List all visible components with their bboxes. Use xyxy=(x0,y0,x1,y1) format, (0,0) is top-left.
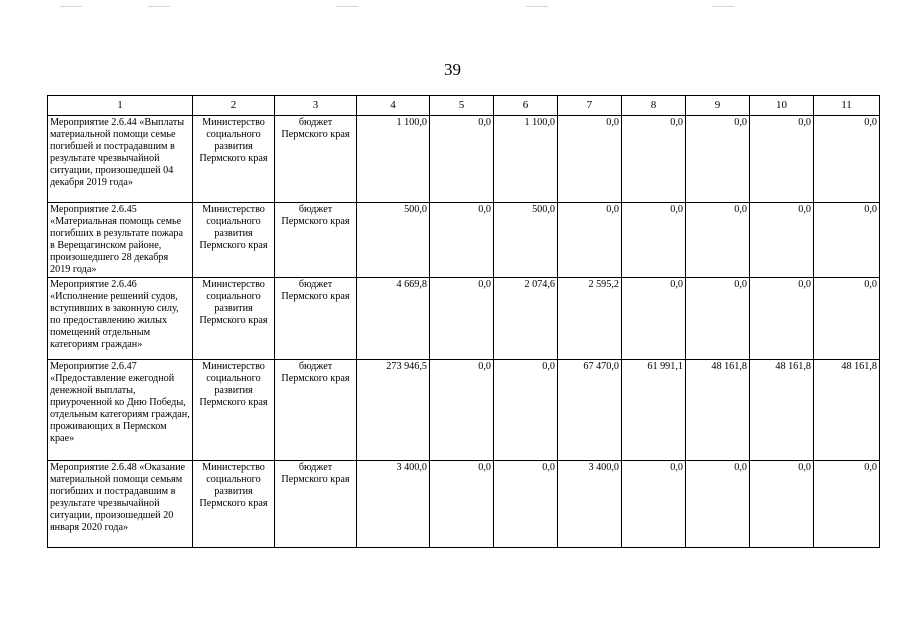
measure-cell: Мероприятие 2.6.44 «Выплаты материальной помощи семье погибшей и пострадавшим в результате чрезвычайной ситуации, произошедшей 04 декабря 2019 года» xyxy=(48,116,193,203)
table-row xyxy=(48,203,880,278)
column-header: 7 xyxy=(558,96,622,116)
executor-cell: Министерство социального развития Пермского края xyxy=(193,203,275,278)
column-header: 6 xyxy=(494,96,558,116)
value-cell: 1 100,0 xyxy=(357,116,430,203)
table-row xyxy=(48,278,880,360)
budget-table xyxy=(47,95,880,548)
column-header: 2 xyxy=(193,96,275,116)
scan-artifact-line xyxy=(336,6,358,7)
column-header: 11 xyxy=(814,96,880,116)
value-cell: 48 161,8 xyxy=(686,360,750,461)
source-cell: бюджет Пермского края xyxy=(275,278,357,360)
value-cell: 0,0 xyxy=(430,203,494,278)
column-header: 8 xyxy=(622,96,686,116)
executor-cell: Министерство социального развития Пермского края xyxy=(193,360,275,461)
value-cell: 0,0 xyxy=(430,360,494,461)
value-cell: 3 400,0 xyxy=(357,461,430,548)
value-cell: 0,0 xyxy=(750,116,814,203)
value-cell: 0,0 xyxy=(622,116,686,203)
value-cell: 48 161,8 xyxy=(814,360,880,461)
value-cell: 0,0 xyxy=(430,278,494,360)
executor-cell: Министерство социального развития Пермского края xyxy=(193,278,275,360)
value-cell: 0,0 xyxy=(814,203,880,278)
value-cell: 48 161,8 xyxy=(750,360,814,461)
column-header: 1 xyxy=(48,96,193,116)
source-cell: бюджет Пермского края xyxy=(275,360,357,461)
value-cell: 3 400,0 xyxy=(558,461,622,548)
value-cell: 0,0 xyxy=(430,461,494,548)
value-cell: 500,0 xyxy=(357,203,430,278)
executor-cell: Министерство социального развития Пермского края xyxy=(193,461,275,548)
table-row xyxy=(48,461,880,548)
measure-cell: Мероприятие 2.6.47 «Предоставление ежегодной денежной выплаты, приуроченной ко Дню Победы, отдельным категориям граждан, проживающих в Пермском крае» xyxy=(48,360,193,461)
value-cell: 0,0 xyxy=(814,461,880,548)
source-cell: бюджет Пермского края xyxy=(275,203,357,278)
value-cell: 0,0 xyxy=(814,116,880,203)
value-cell: 0,0 xyxy=(686,278,750,360)
executor-cell: Министерство социального развития Пермского края xyxy=(193,116,275,203)
value-cell: 0,0 xyxy=(558,203,622,278)
header-row xyxy=(48,96,880,116)
value-cell: 67 470,0 xyxy=(558,360,622,461)
value-cell: 1 100,0 xyxy=(494,116,558,203)
value-cell: 0,0 xyxy=(686,461,750,548)
source-cell: бюджет Пермского края xyxy=(275,461,357,548)
value-cell: 2 074,6 xyxy=(494,278,558,360)
source-cell: бюджет Пермского края xyxy=(275,116,357,203)
value-cell: 0,0 xyxy=(622,278,686,360)
value-cell: 0,0 xyxy=(814,278,880,360)
value-cell: 4 669,8 xyxy=(357,278,430,360)
scan-artifact-line xyxy=(712,6,734,7)
value-cell: 0,0 xyxy=(494,461,558,548)
value-cell: 273 946,5 xyxy=(357,360,430,461)
value-cell: 0,0 xyxy=(622,461,686,548)
column-header: 3 xyxy=(275,96,357,116)
value-cell: 61 991,1 xyxy=(622,360,686,461)
page-number: 39 xyxy=(444,60,461,79)
value-cell: 0,0 xyxy=(494,360,558,461)
value-cell: 0,0 xyxy=(750,203,814,278)
value-cell: 0,0 xyxy=(558,116,622,203)
measure-cell: Мероприятие 2.6.45 «Материальная помощь семье погибших в результате пожара в Верещагинском районе, произошедшего 28 декабря 2019 года» xyxy=(48,203,193,278)
column-header: 4 xyxy=(357,96,430,116)
measure-cell: Мероприятие 2.6.48 «Оказание материальной помощи семьям погибших и пострадавшим в результате чрезвычайной ситуации, произошедшей 20 января 2020 года» xyxy=(48,461,193,548)
column-header: 9 xyxy=(686,96,750,116)
value-cell: 0,0 xyxy=(686,116,750,203)
value-cell: 0,0 xyxy=(430,116,494,203)
measure-cell: Мероприятие 2.6.46 «Исполнение решений судов, вступивших в законную силу, по предоставлению жилых помещений отдельным категориям граждан» xyxy=(48,278,193,360)
table-row xyxy=(48,360,880,461)
table-row xyxy=(48,116,880,203)
scan-artifact-line xyxy=(60,6,82,7)
scan-artifact-line xyxy=(526,6,548,7)
value-cell: 500,0 xyxy=(494,203,558,278)
column-header: 5 xyxy=(430,96,494,116)
value-cell: 0,0 xyxy=(750,278,814,360)
scan-artifact-line xyxy=(148,6,170,7)
value-cell: 0,0 xyxy=(622,203,686,278)
value-cell: 0,0 xyxy=(750,461,814,548)
value-cell: 0,0 xyxy=(686,203,750,278)
value-cell: 2 595,2 xyxy=(558,278,622,360)
column-header: 10 xyxy=(750,96,814,116)
